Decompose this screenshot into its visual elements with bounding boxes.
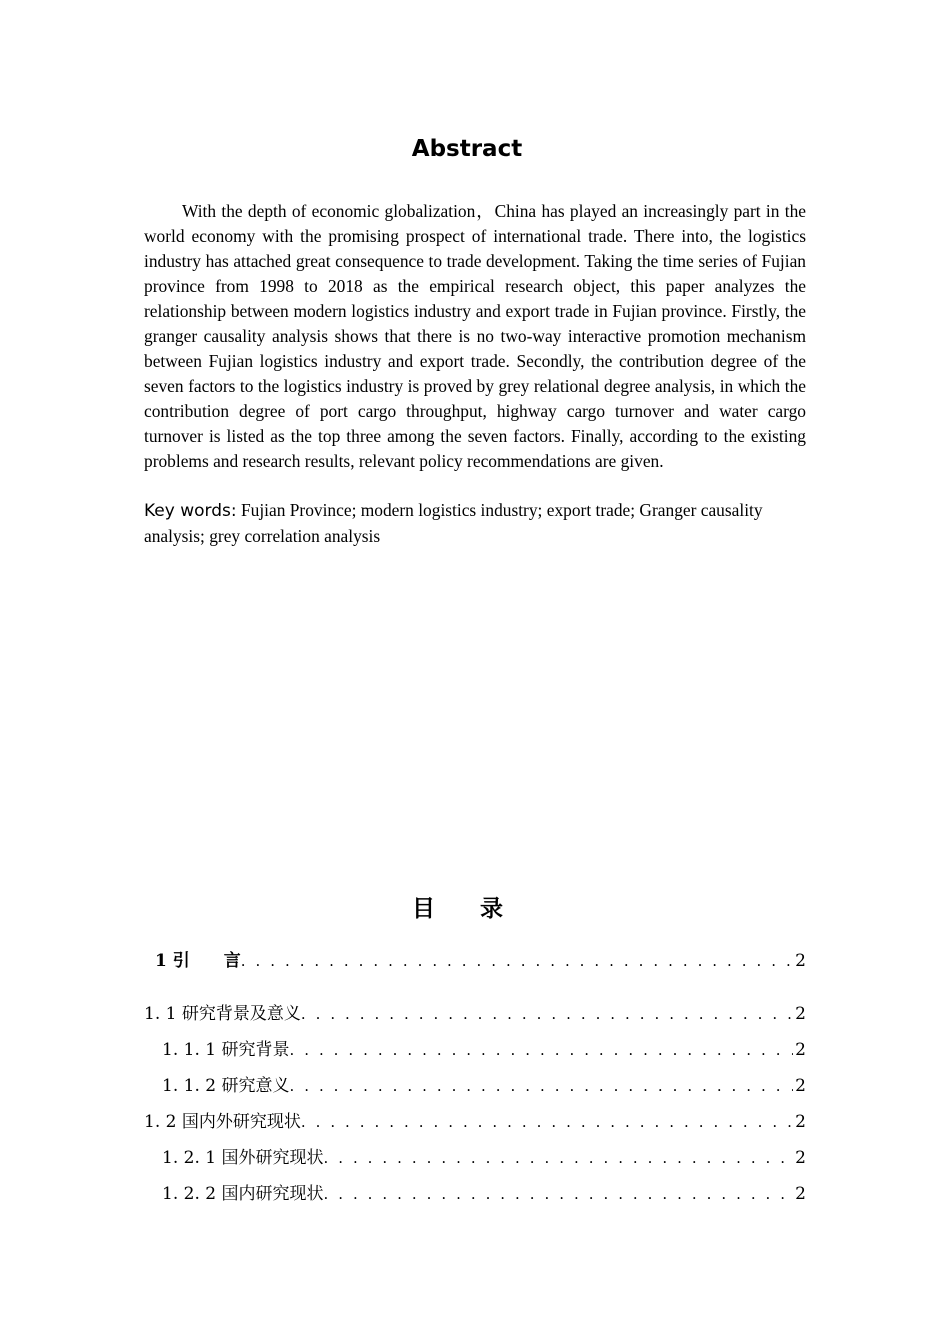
- toc-entry-label: 1. 1. 2 研究意义: [162, 1076, 290, 1096]
- abstract-body: With the depth of economic globalization，China has played an increasingly part in the world economy with the promising prospect of international trade. There into, the logistics industry has attached great consequence to trade development. Taking the time series of Fujian province from 1998 to 2018 as the empirical research object, this paper analyzes the relationship between modern logistics industry and export trade in Fujian province. Firstly, the granger causality analysis shows that there is no two-way interactive promotion mechanism between Fujian logistics industry and export trade. Secondly, the contribution degree of the seven factors to the logistics industry is proved by grey relational degree analysis, in which the contribution degree of port cargo throughput, highway cargo turnover and water cargo turnover is listed as the top three among the seven factors. Finally, according to the existing problems and research results, relevant policy recommendations are given.: [144, 201, 806, 471]
- toc-entry-chapter-1[interactable]: [155, 949, 806, 973]
- toc-entry-page: 2: [795, 951, 806, 971]
- toc-leader-dots: [289, 1074, 793, 1098]
- toc-entry-label: 1 引 言: [155, 951, 241, 971]
- toc-entry-1-1-2[interactable]: [162, 1074, 806, 1098]
- toc-entry-page: 2: [795, 1148, 806, 1168]
- toc-entry-label: 1. 2. 1 国外研究现状: [162, 1148, 324, 1168]
- toc-entry-label: 1. 2. 2 国内研究现状: [162, 1184, 324, 1204]
- toc-entry-label: 1. 2 国内外研究现状: [144, 1112, 301, 1132]
- toc-entry-page: 2: [795, 1040, 806, 1060]
- toc-entry-1-2-2[interactable]: [162, 1182, 806, 1206]
- toc-leader-dots: [323, 1146, 793, 1170]
- toc-entry-1-2-1[interactable]: [162, 1146, 806, 1170]
- toc-leader-dots: [301, 1002, 793, 1026]
- toc-entry-page: 2: [795, 1004, 806, 1024]
- keywords-label: Key words:: [144, 501, 237, 521]
- abstract-title: Abstract: [411, 136, 523, 162]
- toc-leader-dots: [241, 949, 793, 973]
- toc-entry-page: 2: [795, 1184, 806, 1204]
- toc-leader-dots: [323, 1182, 793, 1206]
- toc-entry-page: 2: [795, 1112, 806, 1132]
- toc-entry-label: 1. 1. 1 研究背景: [162, 1040, 290, 1060]
- toc-leader-dots: [301, 1110, 793, 1134]
- keywords-line: [144, 498, 806, 549]
- toc-entry-page: 2: [795, 1076, 806, 1096]
- toc-entry-1-1[interactable]: [144, 1002, 806, 1026]
- toc-entry-label: 1. 1 研究背景及意义: [144, 1004, 301, 1024]
- toc-leader-dots: [289, 1038, 793, 1062]
- toc-entry-1-1-1[interactable]: [162, 1038, 806, 1062]
- toc-entry-1-2[interactable]: [144, 1110, 806, 1134]
- keywords-text: Fujian Province; modern logistics industry; export trade; Granger causality analysis; grey correlation analysis: [144, 500, 763, 546]
- toc-title: 目录: [412, 896, 548, 922]
